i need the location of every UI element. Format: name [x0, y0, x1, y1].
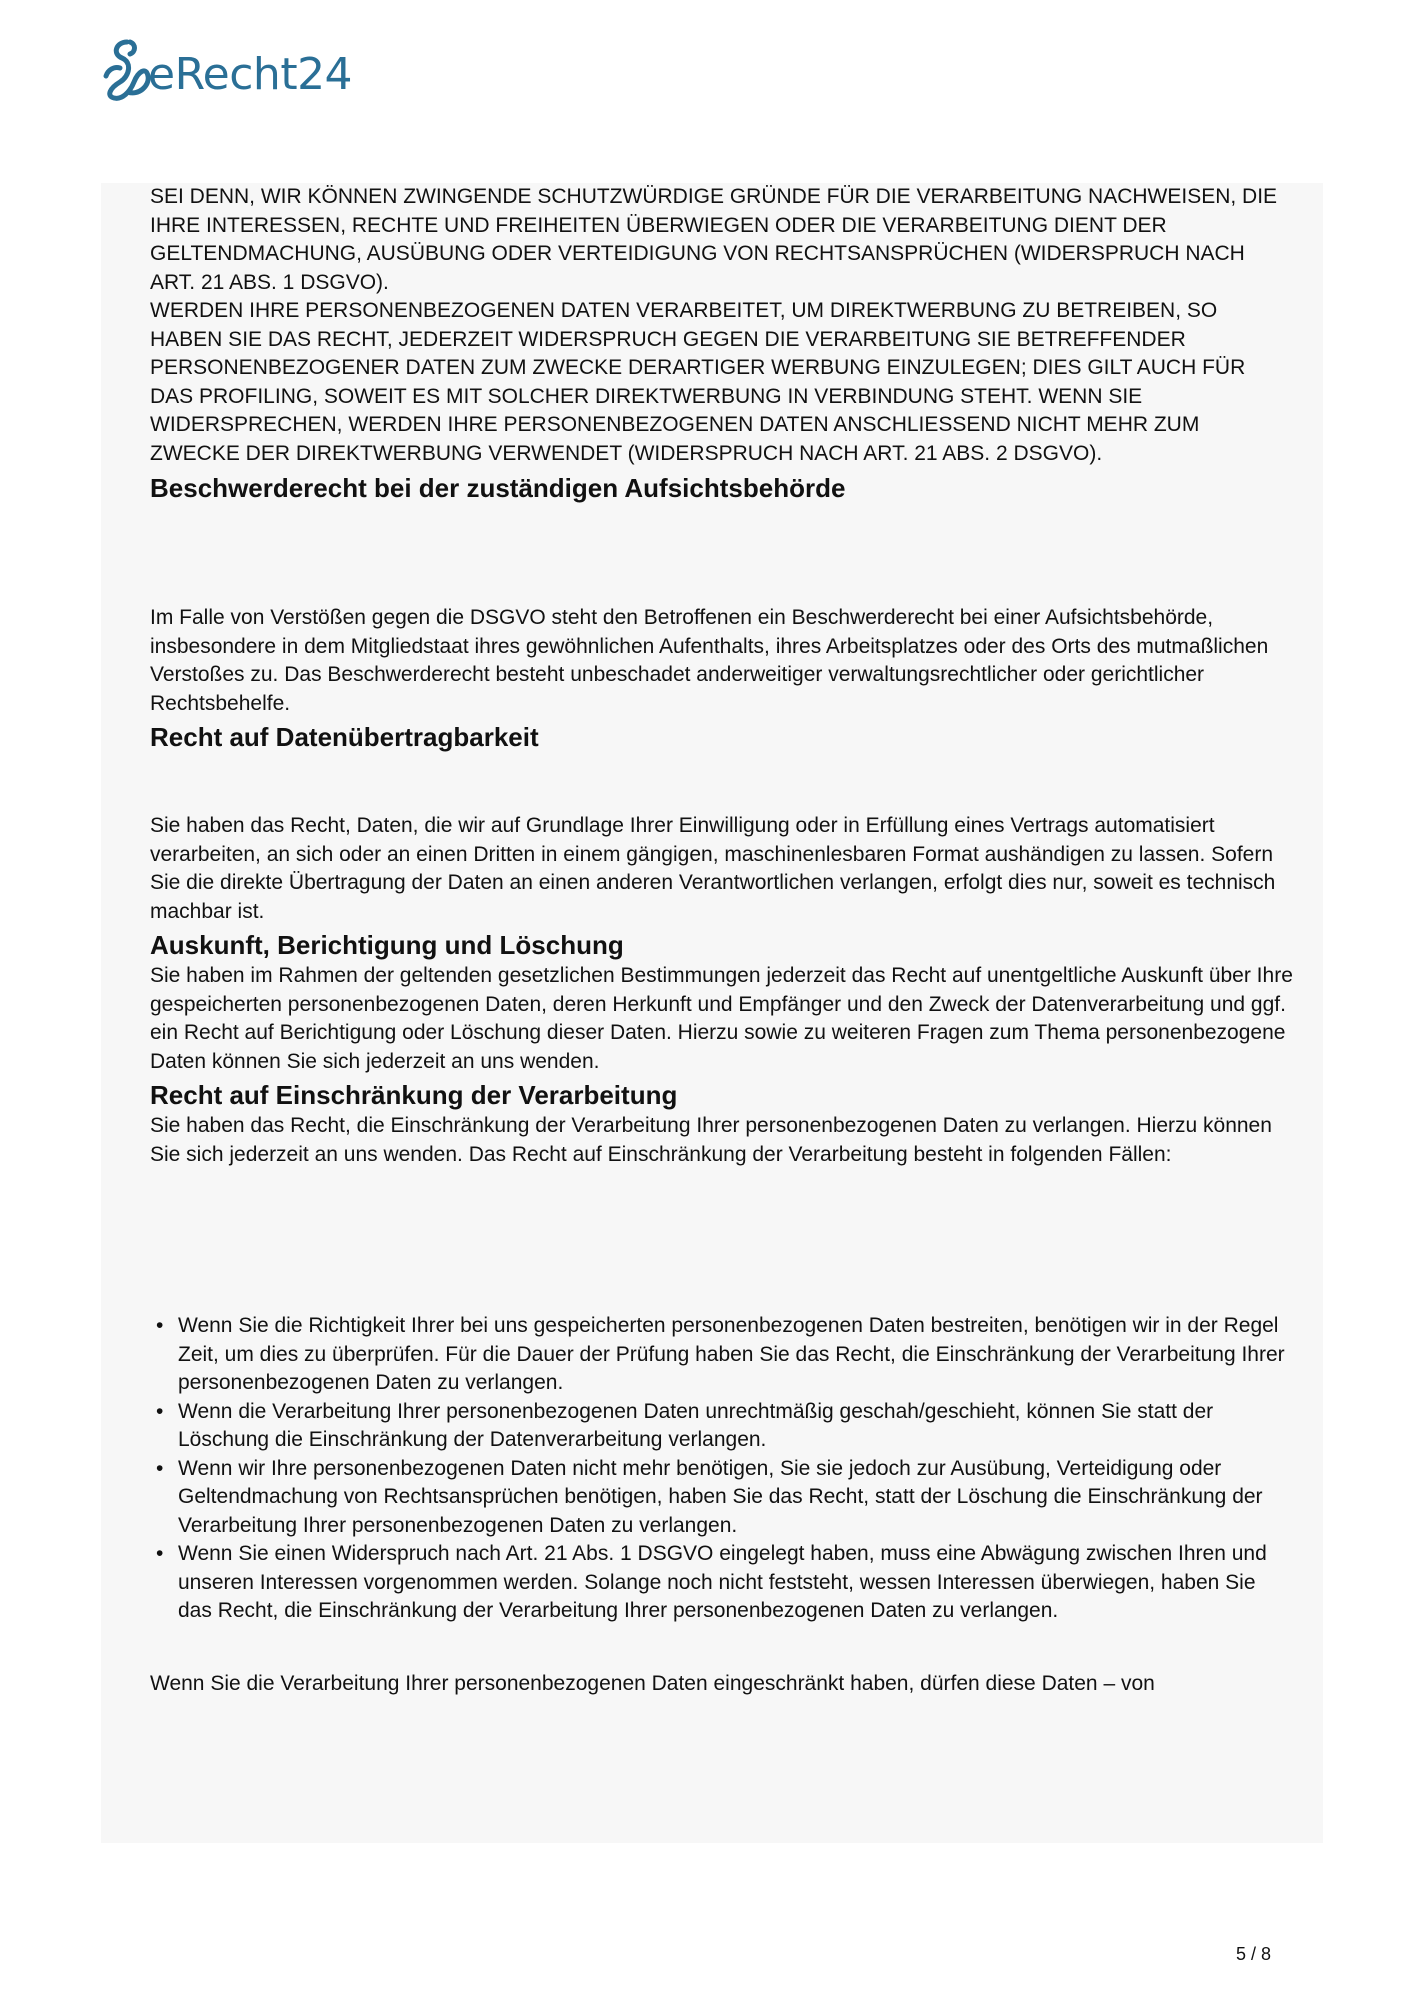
- document-content: [101, 183, 1323, 1843]
- bullet-icon: •: [156, 1399, 164, 1423]
- paragraph-beschwerderecht: Im Falle von Verstößen gegen die DSGVO steht den Betroffenen ein Beschwerderecht bei einer Aufsichtsbehörde, insbesondere in dem Mitgliedstaat ihres gewöhnlichen Aufenthalts, ihres Arbeitsplatzes oder des Orts des mutmaßlichen Verstoßes zu. Das Beschwerderecht besteht unbeschadet anderweitiger verwaltungsrechtlicher oder gerichtlicher Rechtsbehelfe.: [150, 606, 1269, 715]
- list-item: [150, 1312, 1293, 1398]
- list-item-text: Wenn die Verarbeitung Ihrer personenbezogenen Daten unrechtmäßig geschah/geschieht, können Sie statt der Löschung die Einschränkung der Datenverarbeitung verlangen.: [178, 1399, 1214, 1451]
- heading-einschraenkung: Recht auf Einschränkung der Verarbeitung: [150, 1080, 678, 1110]
- bullet-icon: •: [156, 1456, 164, 1480]
- einschraenkung-list: [150, 1312, 1293, 1626]
- list-item: [150, 1398, 1293, 1455]
- list-item-text: Wenn wir Ihre personenbezogenen Daten nicht mehr benötigen, Sie sie jedoch zur Ausübung, Verteidigung oder Geltendmachung von Rechtsansprüchen benötigen, haben Sie das Recht, statt der Löschung die Einschränkung der Verarbeitung Ihrer personenbezogenen Daten zu verlangen.: [178, 1456, 1263, 1537]
- paragraph-datenuebertragbarkeit: Sie haben das Recht, Daten, die wir auf Grundlage Ihrer Einwilligung oder in Erfüllung eines Vertrags automatisiert verarbeiten, an sich oder an einen Dritten in einem gängigen, maschinenlesbaren Format aushändigen zu lassen. Sofern Sie die direkte Übertragung der Daten an einen anderen Verantwortlichen verlangen, erfolgt dies nur, soweit es technisch machbar ist.: [150, 814, 1276, 923]
- list-item-text: Wenn Sie einen Widerspruch nach Art. 21 Abs. 1 DSGVO eingelegt haben, muss eine Abwägung zwischen Ihren und unseren Interessen vorgenommen werden. Solange noch nicht feststeht, wessen Interessen überwiegen, haben Sie das Recht, die Einschränkung der Verarbeitung Ihrer personenbezogenen Daten zu verlangen.: [178, 1542, 1267, 1622]
- logo-text: eRecht24: [148, 48, 353, 100]
- paragraph-widerspruch-2: WERDEN IHRE PERSONENBEZOGENEN DATEN VERARBEITET, UM DIREKTWERBUNG ZU BETREIBEN, SO HABEN SIE DAS RECHT, JEDERZEIT WIDERSPRUCH GEGEN DIE VERARBEITUNG SIE BETREFFENDER PERSONENBEZOGENER DATEN ZUM ZWECKE DERARTIGER WERBUNG EINZULEGEN; DIES GILT AUCH FÜR DAS PROFILING, SOWEIT ES MIT SOLCHER DIREKTWERBUNG IN VERBINDUNG STEHT. WENN SIE WIDERSPRECHEN, WERDEN IHRE PERSONENBEZOGENEN DATEN ANSCHLIESSEND NICHT MEHR ZUM ZWECKE DER DIREKTWERBUNG VERWENDET (WIDERSPRUCH NACH ART. 21 ABS. 2 DSGVO).: [150, 299, 1246, 465]
- list-item-text: Wenn Sie die Richtigkeit Ihrer bei uns gespeicherten personenbezogenen Daten bestreiten, benötigen wir in der Regel Zeit, um dies zu überprüfen. Für die Dauer der Prüfung haben Sie das Recht, die Einschränkung der Verarbeitung Ihrer personenbezogenen Daten zu verlangen.: [178, 1314, 1285, 1394]
- heading-auskunft: Auskunft, Berichtigung und Löschung: [150, 930, 624, 960]
- bullet-icon: •: [156, 1314, 164, 1337]
- paragraph-auskunft: Sie haben im Rahmen der geltenden gesetzlichen Bestimmungen jederzeit das Recht auf unentgeltliche Auskunft über Ihre gespeicherten personenbezogenen Daten, deren Herkunft und Empfänger und den Zweck der Datenverarbeitung und ggf. ein Recht auf Berichtigung oder Löschung dieser Daten. Hierzu sowie zu weiteren Fragen zum Thema personenbezogene Daten können Sie sich jederzeit an uns wenden.: [150, 964, 1293, 1073]
- logo: [100, 34, 352, 104]
- list-item: [150, 1455, 1293, 1541]
- paragraph-final: Wenn Sie die Verarbeitung Ihrer personenbezogenen Daten eingeschränkt haben, dürfen diese Daten – von: [150, 1671, 1155, 1695]
- list-item: [150, 1540, 1293, 1626]
- heading-beschwerderecht: Beschwerderecht bei der zuständigen Aufsichtsbehörde: [150, 473, 846, 503]
- bullet-icon: •: [156, 1542, 164, 1565]
- paragraph-einschraenkung: Sie haben das Recht, die Einschränkung der Verarbeitung Ihrer personenbezogenen Daten zu verlangen. Hierzu können Sie sich jederzeit an uns wenden. Das Recht auf Einschränkung der Verarbeitung besteht in folgenden Fällen:: [150, 1114, 1272, 1166]
- page-number: 5 / 8: [1236, 1944, 1272, 1964]
- paragraph-widerspruch-1: SEI DENN, WIR KÖNNEN ZWINGENDE SCHUTZWÜRDIGE GRÜNDE FÜR DIE VERARBEITUNG NACHWEISEN, DIE IHRE INTERESSEN, RECHTE UND FREIHEITEN ÜBERWIEGEN ODER DIE VERARBEITUNG DIENT DER GELTENDMACHUNG, AUSÜBUNG ODER VERTEIDIGUNG VON RECHTSANSPRÜCHEN (WIDERSPRUCH NACH ART. 21 ABS. 1 DSGVO).: [150, 185, 1278, 294]
- erecht24-logo-icon: [100, 36, 152, 102]
- heading-datenuebertragbarkeit: Recht auf Datenübertragbarkeit: [150, 722, 539, 752]
